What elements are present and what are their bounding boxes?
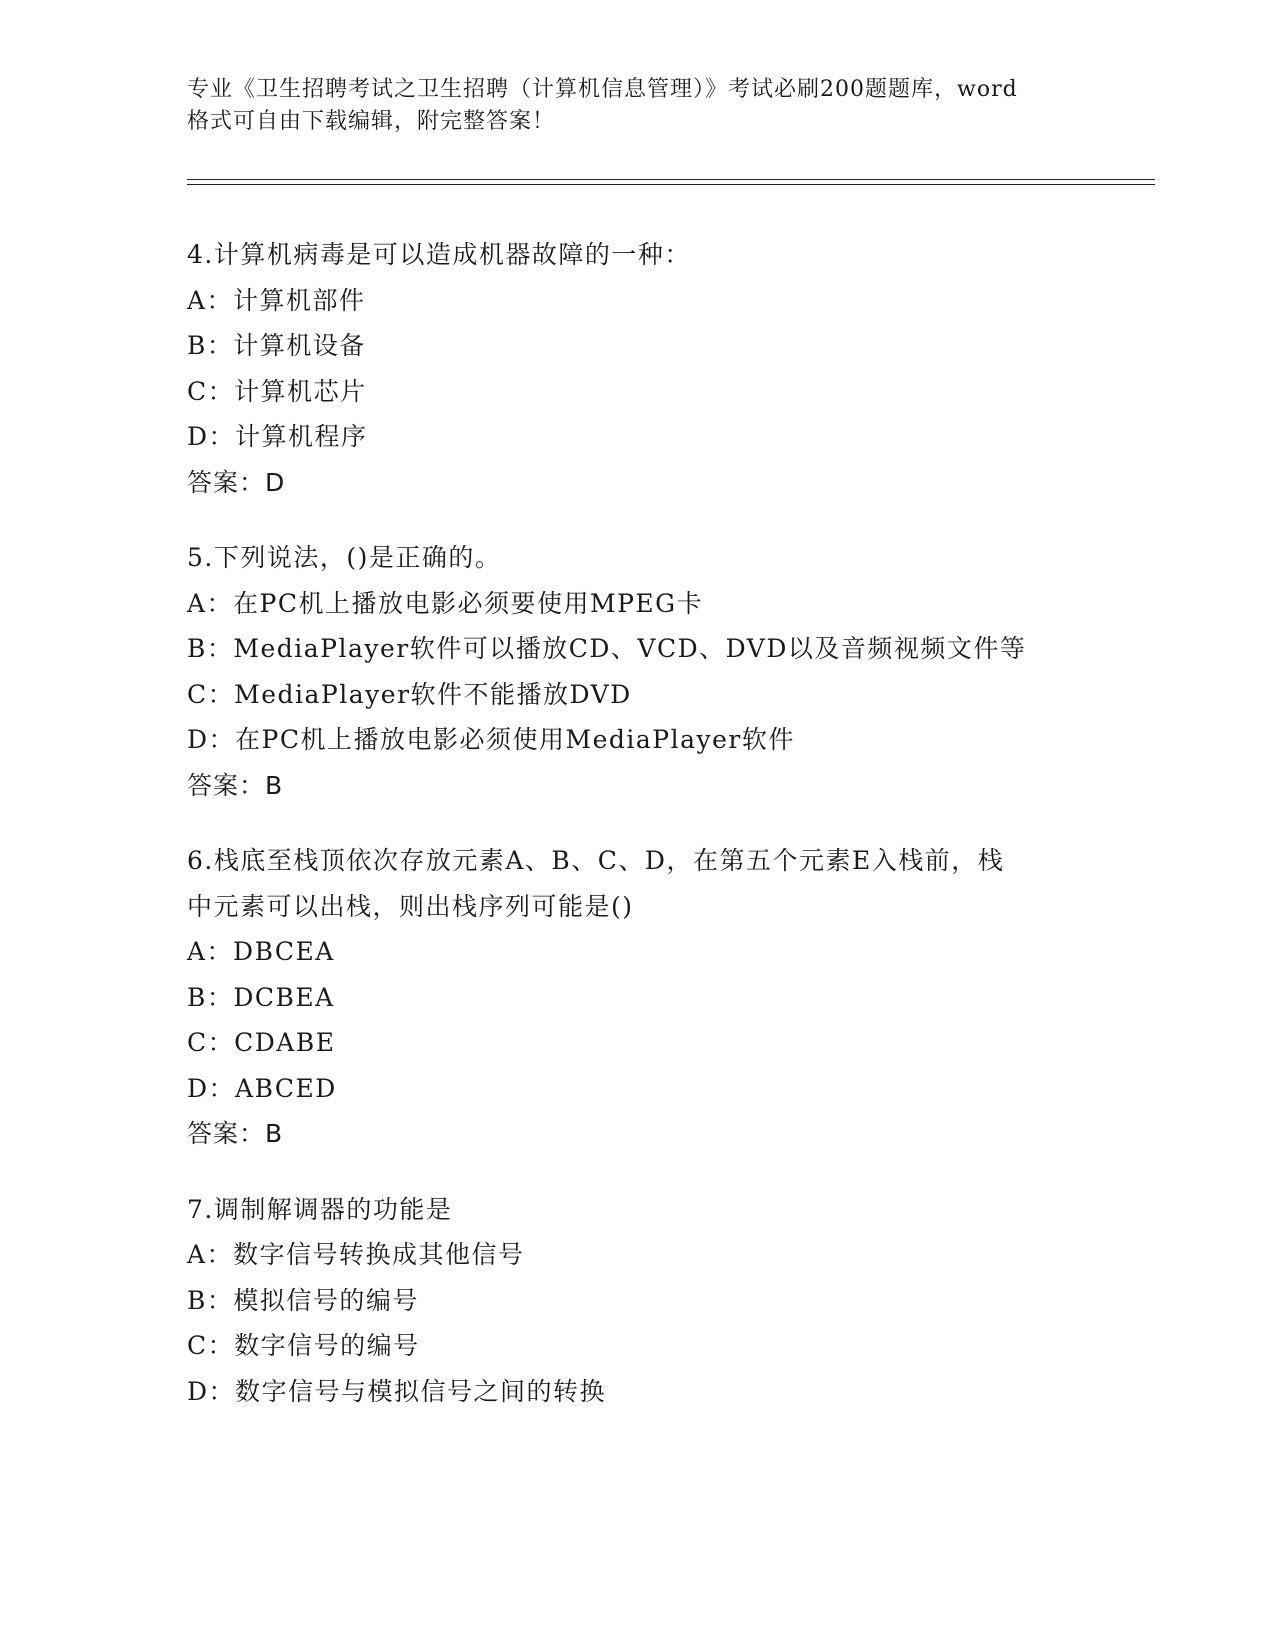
option-c: C：MediaPlayer软件不能播放DVD bbox=[187, 679, 632, 709]
question-5 bbox=[187, 535, 1187, 808]
option-b: B：模拟信号的编号 bbox=[187, 1285, 419, 1315]
option-c: C：CDABE bbox=[187, 1028, 336, 1057]
option-b: B：DCBEA bbox=[187, 982, 335, 1012]
question-stem-continued: 中元素可以出栈，则出栈序列可能是() bbox=[187, 891, 634, 921]
question-stem: 5.下列说法，()是正确的。 bbox=[187, 543, 502, 572]
option-a: A：计算机部件 bbox=[187, 285, 366, 315]
option-d: D：ABCED bbox=[187, 1073, 337, 1103]
option-c: C：数字信号的编号 bbox=[187, 1331, 420, 1360]
question-stem: 6.栈底至栈顶依次存放元素A、B、C、D，在第五个元素E入栈前，栈 bbox=[187, 846, 1005, 875]
question-4 bbox=[187, 232, 1187, 505]
option-d: D：数字信号与模拟信号之间的转换 bbox=[187, 1376, 607, 1406]
option-b: B：MediaPlayer软件可以播放CD、VCD、DVD以及音频视频文件等 bbox=[187, 634, 1027, 663]
header-title-line-1: 专业《卫生招聘考试之卫生招聘（计算机信息管理）》考试必刷200题题库，word bbox=[187, 77, 1018, 102]
option-a: A：在PC机上播放电影必须要使用MPEG卡 bbox=[187, 588, 704, 618]
option-c: C：计算机芯片 bbox=[187, 376, 367, 406]
option-d: D：在PC机上播放电影必须使用MediaPlayer软件 bbox=[187, 725, 795, 754]
header-divider-bottom bbox=[187, 184, 1155, 185]
answer-line: 答案：B bbox=[187, 770, 284, 800]
question-stem: 4.计算机病毒是可以造成机器故障的一种： bbox=[187, 240, 691, 269]
answer-line: 答案：B bbox=[187, 1119, 284, 1148]
answer-line: 答案：D bbox=[187, 467, 286, 497]
question-7 bbox=[187, 1187, 1187, 1415]
option-a: A：DBCEA bbox=[187, 937, 335, 966]
question-list bbox=[187, 232, 1187, 1444]
question-6 bbox=[187, 838, 1187, 1157]
option-b: B：计算机设备 bbox=[187, 331, 366, 360]
document-header bbox=[187, 74, 1087, 138]
option-a: A：数字信号转换成其他信号 bbox=[187, 1240, 525, 1269]
header-title-line-2: 格式可自由下载编辑，附完整答案！ bbox=[187, 109, 556, 134]
header-divider-top bbox=[187, 179, 1155, 180]
option-d: D：计算机程序 bbox=[187, 422, 368, 451]
question-stem: 7.调制解调器的功能是 bbox=[187, 1194, 453, 1224]
